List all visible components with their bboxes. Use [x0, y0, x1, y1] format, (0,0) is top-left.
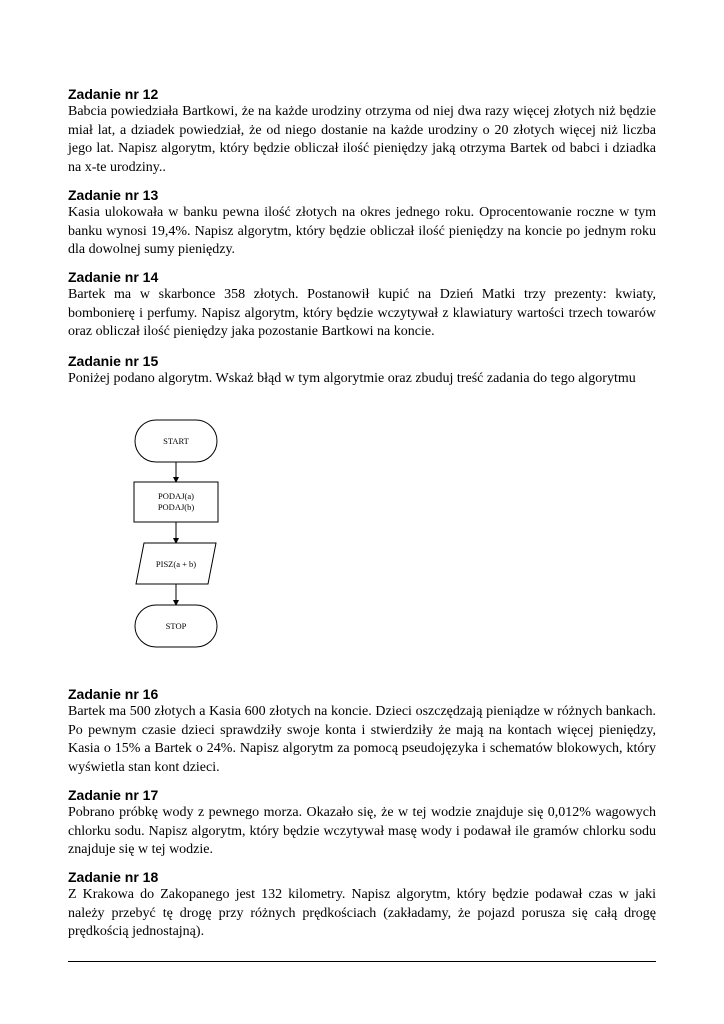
task-12	[68, 85, 656, 177]
task-17	[68, 786, 656, 860]
task-18	[68, 868, 656, 942]
task-text: Pobrano próbkę wody z pewnego morza. Okazało się, że w tej wodzie znajduje się 0,012% wagowych chlorku sodu. Napisz algorytm, który będzie wczytywał masę wody i podawał ile gramów chlorku sodu znajduje się w tej wodzie.	[68, 805, 656, 857]
task-15	[68, 352, 656, 389]
task-text: Poniżej podano algorytm. Wskaż błąd w tym algorytmie oraz zbuduj treść zadania do tego algorytmu	[68, 371, 636, 386]
task-heading: Zadanie nr 12	[68, 86, 159, 102]
task-text: Kasia ulokowała w banku pewna ilość złotych na okres jednego roku. Oprocentowanie roczne w tym banku wynosi 19,4%. Napisz algorytm, który będzie obliczał ilość pieniędzy na koncie po jednym roku dla dowolnej sumy pieniędzy.	[68, 205, 656, 257]
output-label: PISZ(a + b)	[155, 559, 197, 569]
task-13	[68, 186, 656, 260]
flowchart-diagram	[130, 415, 230, 655]
input-label-a: PODAJ(a)	[158, 491, 194, 501]
start-label: START	[163, 436, 189, 446]
task-heading: Zadanie nr 16	[68, 686, 159, 702]
task-heading: Zadanie nr 18	[68, 869, 159, 885]
task-text: Bartek ma w skarbonce 358 złotych. Postanowił kupić na Dzień Matki trzy prezenty: kwiaty, bombonierę i perfumy. Napisz algorytm, który będzie wczytywał z klawiatury wartości trzech towarów oraz obliczał ilość pieniędzy jaka pozostanie Bartkowi na koncie.	[68, 287, 656, 339]
stop-label: STOP	[165, 621, 187, 631]
task-text: Babcia powiedziała Bartkowi, że na każde urodziny otrzyma od niej dwa razy więcej złotych niż będzie miał lat, a dziadek powiedział, że od niego dostanie na każde urodziny o 20 złotych więcej niż liczba jego lat. Napisz algorytm, który będzie obliczał ilość pieniędzy jaką otrzyma Bartek od babci i dziadka na x-te urodziny..	[68, 104, 656, 175]
task-text: Bartek ma 500 złotych a Kasia 600 złotych na koncie. Dzieci oszczędzają pieniądze w różnych bankach. Po pewnym czasie dzieci sprawdziły swoje konta i stwierdziły że mają na kontach więcej pieniędzy, Kasia o 15% a Bartek o 24%. Napisz algorytm za pomocą pseudojęzyka i schematów blokowych, który wyświetla stan kont dzieci.	[68, 704, 656, 775]
footer-divider	[68, 961, 656, 962]
task-heading: Zadanie nr 17	[68, 787, 159, 803]
task-heading: Zadanie nr 14	[68, 269, 159, 285]
task-text: Z Krakowa do Zakopanego jest 132 kilometry. Napisz algorytm, który będzie podawał czas w jaki należy przebyć tę drogę przy różnych prędkościach (zakładamy, że pojazd porusza się całą drogę prędkością jednostajną).	[68, 887, 656, 939]
task-heading: Zadanie nr 15	[68, 353, 159, 369]
task-heading: Zadanie nr 13	[68, 187, 159, 203]
task-14	[68, 268, 656, 342]
task-16	[68, 685, 656, 777]
input-label-b: PODAJ(b)	[157, 502, 195, 512]
